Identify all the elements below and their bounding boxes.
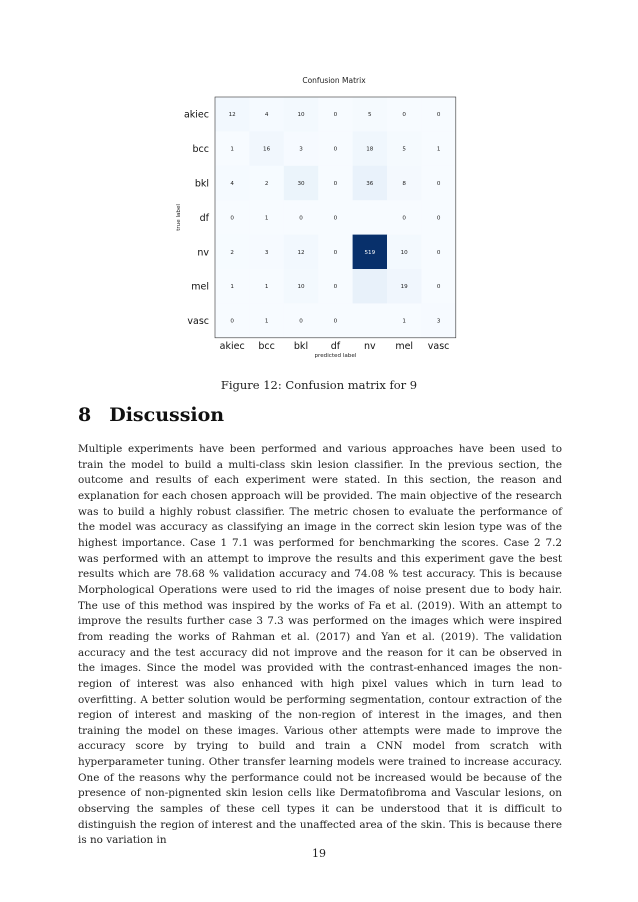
cell-value-label: 0 bbox=[333, 181, 338, 187]
cell-value-label: 0 bbox=[436, 215, 441, 222]
cell-value-label: 12 bbox=[297, 249, 305, 256]
cell-value-label: 1 bbox=[230, 284, 234, 291]
cell-value-label: 1 bbox=[264, 318, 269, 325]
heatmap-cell bbox=[353, 303, 388, 338]
cell-value-label: 0 bbox=[402, 215, 406, 222]
cell-value-label: 4 bbox=[230, 181, 234, 187]
cell-value-label: 0 bbox=[333, 215, 338, 222]
cell-value-label: 519 bbox=[364, 249, 376, 256]
confusion-matrix-figure bbox=[0, 70, 638, 370]
cell-value-label: 0 bbox=[299, 318, 303, 325]
confusion-matrix-chart bbox=[0, 70, 638, 370]
cell-value-label: 18 bbox=[366, 146, 374, 153]
cell-value-label: 10 bbox=[297, 284, 305, 291]
cell-value-label: 0 bbox=[436, 249, 441, 256]
cell-value-label: 3 bbox=[264, 249, 269, 256]
cell-value-label: 0 bbox=[436, 284, 441, 291]
section-heading bbox=[78, 404, 224, 426]
page-number: 19 bbox=[312, 847, 326, 860]
column-tick-label: nv bbox=[363, 340, 376, 352]
cell-value-label: 2 bbox=[230, 249, 234, 256]
cell-value-label: 30 bbox=[297, 181, 305, 187]
cell-value-label: 0 bbox=[230, 318, 234, 325]
column-tick-label: bcc bbox=[258, 340, 275, 352]
cell-value-label: 1 bbox=[402, 318, 406, 325]
figure-caption: Figure 12: Confusion matrix for 9 bbox=[220, 378, 418, 392]
cell-value-label: 1 bbox=[264, 215, 269, 222]
heatmap-cells bbox=[215, 97, 456, 338]
column-tick-labels bbox=[220, 341, 450, 352]
row-tick-label: vasc bbox=[187, 316, 209, 328]
cell-value-label: 0 bbox=[230, 215, 234, 222]
cell-value-label: 0 bbox=[333, 318, 338, 325]
section-title: Discussion bbox=[109, 404, 225, 426]
cell-value-label: 4 bbox=[264, 112, 269, 119]
column-tick-label: df bbox=[330, 340, 341, 352]
cell-value-label: 0 bbox=[436, 112, 441, 119]
cell-value-label: 0 bbox=[333, 284, 338, 291]
column-tick-label: mel bbox=[395, 340, 414, 352]
cell-value-label: 0 bbox=[436, 181, 441, 187]
cell-value-label: 5 bbox=[368, 112, 372, 119]
cell-value-label: 1 bbox=[436, 146, 441, 153]
x-axis-label: predicted label bbox=[314, 352, 357, 359]
cell-value-label: 12 bbox=[228, 112, 236, 119]
cell-value-label: 0 bbox=[333, 112, 338, 119]
row-tick-label: nv bbox=[197, 247, 209, 259]
row-tick-label: akiec bbox=[183, 109, 209, 121]
cell-value-label: 1 bbox=[264, 284, 269, 291]
cell-value-label: 2 bbox=[264, 181, 269, 187]
cell-value-label: 10 bbox=[400, 249, 408, 256]
y-axis-label: true label bbox=[176, 204, 182, 231]
cell-value-label: 16 bbox=[263, 146, 271, 153]
cell-value-label: 0 bbox=[402, 112, 406, 119]
heatmap-cell bbox=[353, 269, 388, 304]
cell-value-label: 36 bbox=[366, 181, 374, 187]
section-number: 8 bbox=[78, 404, 92, 426]
cell-value-label: 8 bbox=[402, 181, 406, 187]
cell-value-label: 19 bbox=[400, 284, 408, 291]
row-tick-labels bbox=[184, 110, 210, 327]
column-tick-label: akiec bbox=[219, 340, 245, 352]
row-tick-label: bcc bbox=[192, 144, 209, 156]
column-tick-label: bkl bbox=[293, 340, 309, 352]
cell-value-label: 0 bbox=[333, 249, 338, 256]
row-tick-label: bkl bbox=[194, 178, 209, 190]
cell-value-label: 3 bbox=[299, 146, 303, 153]
cell-value-label: 0 bbox=[299, 215, 303, 222]
heatmap-cell bbox=[353, 200, 388, 235]
discussion-paragraph: Multiple experiments have been performed and various approaches have been used to train the model to build a multi-class skin lesion classifier. In the previous section, the outcome and results of each experiment were stated. In this section, the reason and explanation for each chosen approach will be provided. The main objective of the research was to build a highly robust classifier. The metric chosen to evaluate the performance of the model was accuracy as classifying an image in the correct skin lesion type was of the highest importance. Case 1 7.1 was performed for benchmarking the scores. Case 2 7.2 was performed with an attempt to improve the results and this experiment gave the best results which are 78.68 % validation accuracy and 74.08 % test accuracy. This is because Morphological Operations were used to rid the images of noise present due to body hair. The use of this method was inspired by the works of Fa et al. (2019). With an attempt to improve the results further case 3 7.3 was performed on the images which were inspired from reading the works of Rahman et al. (2017) and Yan et al. (2019). The validation accuracy and the test accuracy did not improve and the reason for it can be observed in the images. Since the model was provided with the contrast-enhanced images the non-region of interest was also enhanced with high pixel values which in turn lead to overfitting. A better solution would be performing segmentation, contour extraction of the region of interest and masking of the non-region of interest in the images, and then training the model on these images. Various other attempts were made to improve the accuracy score by trying to build and train a CNN model from scratch with hyperparameter tuning. Other transfer learning models were trained to increase accuracy. One of the reasons why the performance could not be increased would be because of the presence of non-pignented skin lesion cells like Dermatofibroma and Vascular lesions, on observing the samples of these cell types it can be understood that it is difficult to distinguish the region of interest and the unaffected area of the skin. This is because there is no variation in bbox=[78, 443, 562, 847]
row-tick-label: mel bbox=[191, 281, 209, 293]
cell-value-label: 1 bbox=[230, 146, 234, 153]
cell-value-label: 0 bbox=[333, 146, 338, 153]
chart-title: Confusion Matrix bbox=[302, 76, 366, 85]
cell-value-label: 5 bbox=[402, 146, 406, 153]
cell-value-label: 3 bbox=[436, 318, 441, 325]
row-tick-label: df bbox=[199, 212, 209, 224]
cell-value-label: 10 bbox=[297, 112, 305, 119]
column-tick-label: vasc bbox=[427, 340, 450, 352]
